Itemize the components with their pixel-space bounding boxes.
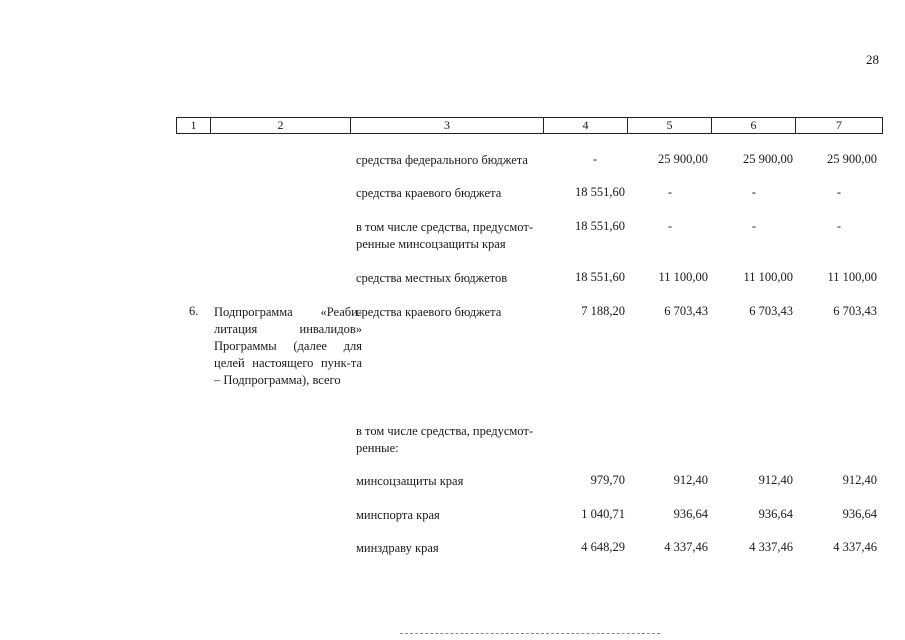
value-col-5: 4 337,46 <box>664 540 708 554</box>
header-col-3: 3 <box>351 118 544 133</box>
header-col-5: 5 <box>628 118 712 133</box>
funding-source: в том числе средства, предусмот-ренные минсоцзащиты края <box>356 220 533 251</box>
header-col-1: 1 <box>177 118 211 133</box>
value-col-4: 18 551,60 <box>575 219 625 233</box>
value-col-4: 18 551,60 <box>575 270 625 284</box>
value-col-5: 936,64 <box>673 507 708 521</box>
value-col-6: 25 900,00 <box>743 152 793 166</box>
funding-source: средства местных бюджетов <box>356 271 508 285</box>
value-col-5: 912,40 <box>673 473 708 487</box>
funding-source: средства краевого бюджета <box>356 305 502 319</box>
value-col-4: 979,70 <box>590 473 625 487</box>
value-col-7: 25 900,00 <box>827 152 877 166</box>
table-header-row <box>176 117 883 134</box>
value-col-7: 912,40 <box>842 473 877 487</box>
value-col-5: 6 703,43 <box>664 304 708 318</box>
row-number: 6. <box>189 304 199 318</box>
value-col-4: 7 188,20 <box>581 304 625 318</box>
value-col-6: - <box>751 219 757 233</box>
page-number: 28 <box>866 52 879 67</box>
value-col-6: 11 100,00 <box>743 270 793 284</box>
value-col-7: 11 100,00 <box>827 270 877 284</box>
value-col-5: 11 100,00 <box>658 270 708 284</box>
value-col-4: 18 551,60 <box>575 185 625 199</box>
value-col-4: 1 040,71 <box>581 507 625 521</box>
funding-source: средства краевого бюджета <box>356 186 502 200</box>
funding-source: средства федерального бюджета <box>356 153 528 167</box>
value-col-6: 4 337,46 <box>749 540 793 554</box>
value-col-6: - <box>751 185 757 199</box>
value-col-7: - <box>836 185 842 199</box>
value-col-7: 4 337,46 <box>833 540 877 554</box>
value-col-7: 6 703,43 <box>833 304 877 318</box>
scan-artifact-line <box>400 633 660 636</box>
value-col-7: 936,64 <box>842 507 877 521</box>
value-col-5: - <box>667 219 673 233</box>
value-col-6: 936,64 <box>758 507 793 521</box>
value-col-4: 4 648,29 <box>581 540 625 554</box>
header-col-2: 2 <box>211 118 351 133</box>
value-col-4: - <box>592 152 598 166</box>
value-col-7: - <box>836 219 842 233</box>
value-col-6: 912,40 <box>758 473 793 487</box>
funding-source: минспорта края <box>356 508 440 522</box>
value-col-5: 25 900,00 <box>658 152 708 166</box>
value-col-5: - <box>667 185 673 199</box>
funding-source: минсоцзащиты края <box>356 474 464 488</box>
funding-source: минздраву края <box>356 541 439 555</box>
program-name: Подпрограмма «Реаби-литация инвалидов» Программы (далее для целей настоящего пунк-та – Подпрограмма), всего <box>214 305 362 387</box>
header-col-7: 7 <box>836 118 842 132</box>
value-col-6: 6 703,43 <box>749 304 793 318</box>
header-col-6: 6 <box>712 118 796 133</box>
header-col-4: 4 <box>544 118 628 133</box>
funding-source: в том числе средства, предусмот-ренные: <box>356 424 533 455</box>
